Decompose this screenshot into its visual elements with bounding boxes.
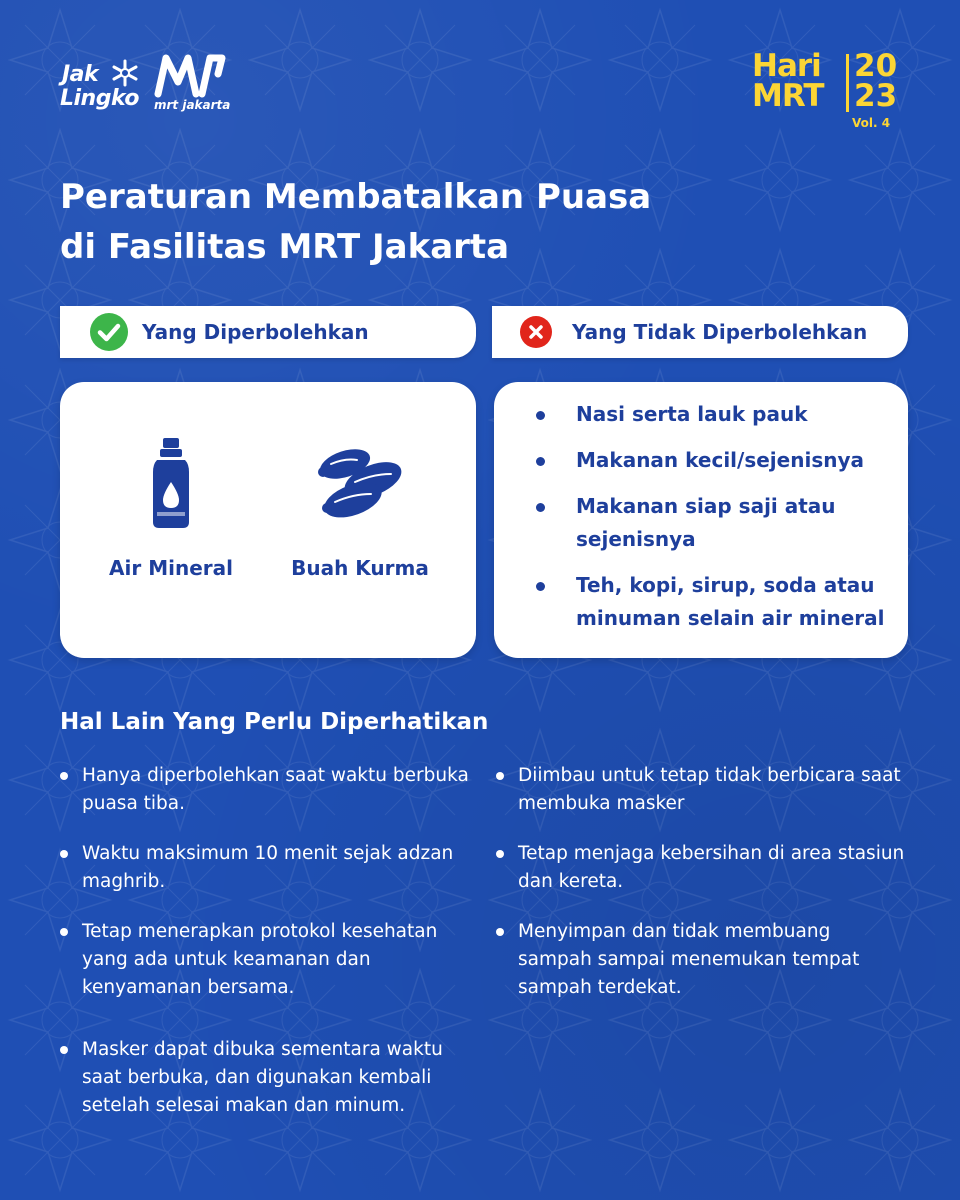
allowed-item-water <box>96 438 246 580</box>
forbidden-list-item: Teh, kopi, sirup, soda atau minuman selain air mineral <box>534 569 894 635</box>
badge-divider <box>846 54 849 112</box>
forbidden-list-item: Nasi serta lauk pauk <box>534 398 894 431</box>
mrt-logo-icon <box>152 52 232 98</box>
jaklingko-star-icon <box>110 58 140 88</box>
allowed-item-dates <box>280 438 440 580</box>
notes-list-item: Tetap menjaga kebersihan di area stasiun dan kereta. <box>496 840 906 896</box>
forbidden-card <box>494 382 908 658</box>
mrt-jakarta-logo <box>152 52 242 118</box>
title-line-1: Peraturan Membatalkan Puasa <box>60 177 652 217</box>
jaklingko-logo-line1: Jak <box>62 62 99 87</box>
allowed-header <box>60 306 476 358</box>
year-top: 20 <box>854 48 898 84</box>
jaklingko-logo-line2: Lingko <box>60 86 139 111</box>
notes-list-item: Waktu maksimum 10 menit sejak adzan maghrib. <box>60 840 480 896</box>
title-line-2: di Fasilitas MRT Jakarta <box>60 227 510 267</box>
forbidden-list-item: Makanan siap saji atau sejenisnya <box>534 490 894 556</box>
page-title <box>60 172 820 272</box>
hari-word: Hari <box>752 48 821 84</box>
notes-list-item: Hanya diperbolehkan saat waktu berbuka puasa tiba. <box>60 762 480 818</box>
allowed-item-label: Buah Kurma <box>291 556 429 580</box>
notes-list-right <box>496 762 906 1024</box>
forbidden-list-item: Makanan kecil/sejenisnya <box>534 444 894 477</box>
jaklingko-logo <box>60 58 150 120</box>
hari-mrt-badge <box>752 48 902 138</box>
water-bottle-icon <box>149 438 193 528</box>
notes-list-item: Masker dapat dibuka sementara waktu saat berbuka, dan digunakan kembali setelah selesai makan dan minum. <box>60 1036 480 1120</box>
cross-circle-icon <box>520 316 552 348</box>
allowed-heading: Yang Diperbolehkan <box>142 320 369 344</box>
allowed-item-label: Air Mineral <box>109 556 233 580</box>
mrt-word: MRT <box>752 78 824 114</box>
forbidden-header <box>492 306 908 358</box>
volume-label: Vol. 4 <box>852 116 891 130</box>
check-circle-icon <box>90 313 128 351</box>
forbidden-list <box>534 398 894 648</box>
year-bottom: 23 <box>854 78 898 114</box>
notes-list-item: Diimbau untuk tetap tidak berbicara saat membuka masker <box>496 762 906 818</box>
notes-heading: Hal Lain Yang Perlu Diperhatikan <box>60 709 489 735</box>
notes-list-left <box>60 762 480 1120</box>
mrt-logo-subtitle: mrt jakarta <box>154 98 231 112</box>
notes-list-item: Menyimpan dan tidak membuang sampah sampai menemukan tempat sampah terdekat. <box>496 918 906 1002</box>
forbidden-heading: Yang Tidak Diperbolehkan <box>572 320 868 344</box>
allowed-card <box>60 382 476 658</box>
dates-icon <box>315 438 405 528</box>
notes-list-item: Tetap menerapkan protokol kesehatan yang ada untuk keamanan dan kenyamanan bersama. <box>60 918 480 1002</box>
